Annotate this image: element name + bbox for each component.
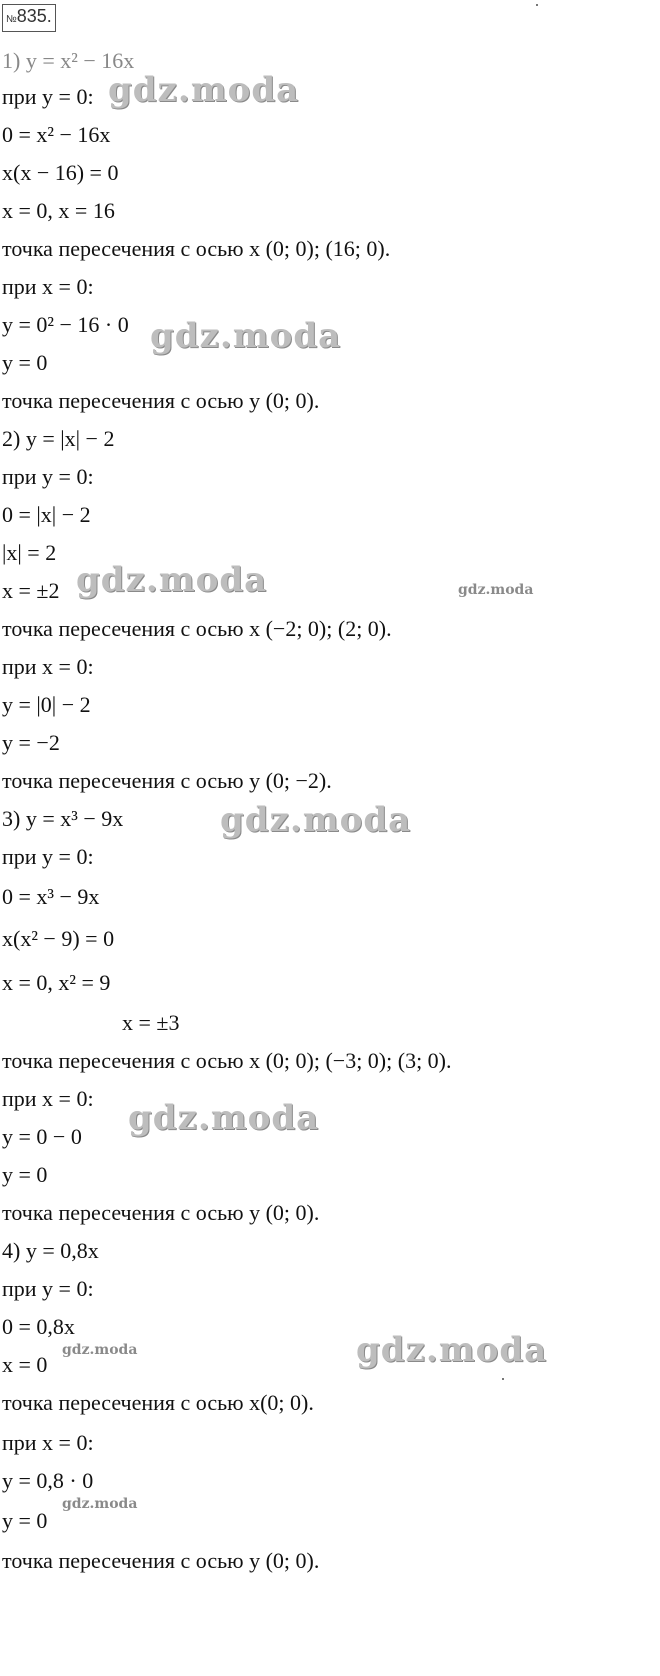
- solution-line: при y = 0:: [2, 464, 94, 489]
- solution-line: 0 = 0,8x: [2, 1314, 75, 1339]
- solution-line: при y = 0:: [2, 84, 94, 109]
- watermark: gdz.moda: [76, 560, 268, 600]
- solution-line: точка пересечения с осью x (0; 0); (−3; 0); (3; 0).: [2, 1048, 452, 1073]
- solution-line: y = 0: [2, 1508, 48, 1533]
- solution-line: 0 = x³ − 9x: [2, 884, 100, 909]
- solution-line: x(x − 16) = 0: [2, 160, 119, 185]
- watermark: gdz.moda: [356, 1330, 548, 1370]
- solution-line: y = 0: [2, 350, 48, 375]
- solution-line: при y = 0:: [2, 844, 94, 869]
- watermark: gdz.moda: [62, 1496, 138, 1512]
- solution-line: 0 = |x| − 2: [2, 502, 91, 527]
- watermark: gdz.moda: [128, 1098, 320, 1138]
- solution-line: при x = 0:: [2, 274, 94, 299]
- solution-line: y = 0² − 16 · 0: [2, 312, 129, 337]
- problem-number: 835.: [16, 6, 52, 26]
- solution-line: точка пересечения с осью x (−2; 0); (2; 0).: [2, 616, 392, 641]
- solution-line: x = 0, x² = 9: [2, 970, 111, 995]
- watermark: gdz.moda: [62, 1342, 138, 1358]
- solution-line: y = 0,8 · 0: [2, 1468, 94, 1493]
- solution-line: x = ±3: [122, 1010, 180, 1035]
- solution-line: y = 0: [2, 1162, 48, 1187]
- solution-line: точка пересечения с осью y (0; 0).: [2, 388, 320, 413]
- solution-line: y = |0| − 2: [2, 692, 91, 717]
- solution-line: |x| = 2: [2, 540, 57, 565]
- solution-line: y = 0 − 0: [2, 1124, 82, 1149]
- solution-line: 0 = x² − 16x: [2, 122, 111, 147]
- speck: [536, 4, 538, 6]
- problem-number-badge: №835.: [2, 4, 56, 32]
- watermark: gdz.moda: [458, 582, 534, 598]
- speck: [502, 1378, 504, 1380]
- solution-line: точка пересечения с осью y (0; 0).: [2, 1200, 320, 1225]
- watermark: gdz.moda: [220, 800, 412, 840]
- solution-line: точка пересечения с осью y (0; 0).: [2, 1548, 320, 1573]
- part-2-heading: 2) y = |x| − 2: [2, 426, 115, 451]
- solution-line: при x = 0:: [2, 654, 94, 679]
- solution-line: при y = 0:: [2, 1276, 94, 1301]
- solution-line: точка пересечения с осью x (0; 0); (16; 0).: [2, 236, 391, 261]
- part-4-heading: 4) y = 0,8x: [2, 1238, 99, 1263]
- solution-line: при x = 0:: [2, 1086, 94, 1111]
- solution-line: точка пересечения с осью x(0; 0).: [2, 1390, 314, 1415]
- solution-line: y = −2: [2, 730, 60, 755]
- watermark: gdz.moda: [150, 316, 342, 356]
- watermark: gdz.moda: [108, 70, 300, 110]
- part-3-heading: 3) y = x³ − 9x: [2, 806, 124, 831]
- solution-line: при x = 0:: [2, 1430, 94, 1455]
- solution-line: x = 0, x = 16: [2, 198, 115, 223]
- solution-line: x(x² − 9) = 0: [2, 926, 115, 951]
- part-1-heading: 1) y = x² − 16x: [2, 48, 135, 73]
- solution-line: x = 0: [2, 1352, 48, 1377]
- solution-line: x = ±2: [2, 578, 60, 603]
- solution-line: точка пересечения с осью y (0; −2).: [2, 768, 332, 793]
